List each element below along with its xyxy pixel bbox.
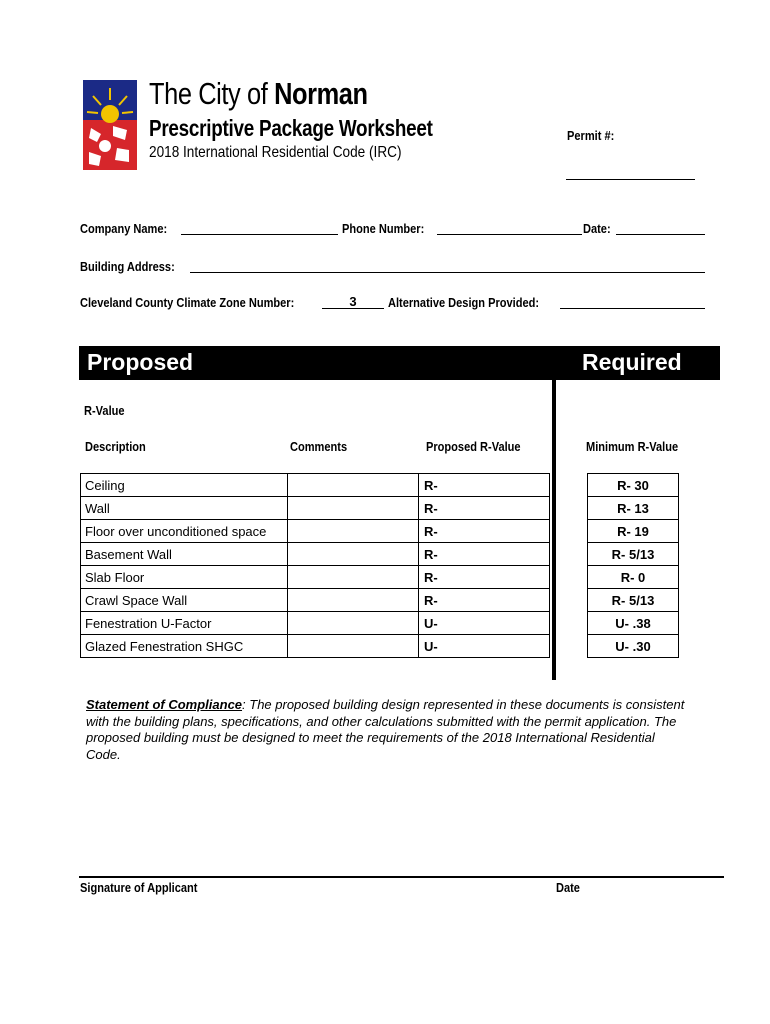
proposed-row [81,520,550,543]
statement-heading: Statement of Compliance [86,697,243,712]
row-proposed-value-field[interactable]: U- [419,612,550,635]
row-description: Crawl Space Wall [81,589,288,612]
row-description: Wall [81,497,288,520]
minimum-rvalue-heading: Minimum R-Value [586,439,679,454]
phone-number-field[interactable] [437,220,582,235]
alternative-design-label: Alternative Design Provided: [388,295,540,310]
row-comments-field[interactable] [288,543,419,566]
signature-label: Signature of Applicant [80,880,198,895]
phone-number-label: Phone Number: [342,221,425,236]
required-row [588,520,679,543]
row-proposed-value-field[interactable]: R- [419,474,550,497]
date-field[interactable] [616,220,705,235]
company-name-field[interactable] [181,220,338,235]
row-comments-field[interactable] [288,520,419,543]
required-heading: Required [582,349,682,375]
page-title: The City of Norman [149,76,368,111]
row-comments-field[interactable] [288,635,419,658]
alternative-design-field[interactable] [560,294,705,309]
column-divider [552,380,556,680]
row-minimum-value: U- .30 [588,635,679,658]
row-minimum-value: R- 0 [588,566,679,589]
row-minimum-value: R- 13 [588,497,679,520]
required-table [587,473,679,658]
row-comments-field[interactable] [288,612,419,635]
climate-zone-value[interactable]: 3 [322,294,384,309]
building-address-field[interactable] [190,258,705,273]
proposed-row [81,474,550,497]
row-proposed-value-field[interactable]: U- [419,635,550,658]
proposed-table [80,473,550,658]
row-description: Basement Wall [81,543,288,566]
row-description: Fenestration U-Factor [81,612,288,635]
required-row [588,543,679,566]
row-proposed-value-field[interactable]: R- [419,543,550,566]
required-row [588,474,679,497]
row-proposed-value-field[interactable]: R- [419,589,550,612]
row-comments-field[interactable] [288,566,419,589]
signature-date-label: Date [556,880,580,895]
city-of-norman-logo [83,80,137,170]
statement-text: : The proposed building design represented in these documents is consistent with the building plans, specifications, and other calculations submitted with the permit application. The proposed building must be designed to meet the requirements of the 2018 International Residential Code. [86,697,685,762]
row-minimum-value: R- 30 [588,474,679,497]
required-row [588,566,679,589]
proposed-row [81,497,550,520]
required-row [588,589,679,612]
climate-zone-label: Cleveland County Climate Zone Number: [80,295,295,310]
row-description: Ceiling [81,474,288,497]
comments-heading: Comments [290,439,348,454]
row-minimum-value: R- 19 [588,520,679,543]
required-row [588,497,679,520]
row-comments-field[interactable] [288,474,419,497]
row-proposed-value-field[interactable]: R- [419,497,550,520]
proposed-rvalue-heading: Proposed R-Value [426,439,521,454]
row-description: Glazed Fenestration SHGC [81,635,288,658]
proposed-row [81,543,550,566]
required-row [588,612,679,635]
permit-label: Permit #: [567,128,615,143]
building-address-label: Building Address: [80,259,175,274]
proposed-row [81,635,550,658]
required-row [588,635,679,658]
row-comments-field[interactable] [288,497,419,520]
row-minimum-value: R- 5/13 [588,589,679,612]
date-label: Date: [583,221,611,236]
code-reference: 2018 International Residential Code (IRC) [149,144,402,161]
row-minimum-value: U- .38 [588,612,679,635]
rvalue-heading: R-Value [84,403,125,418]
permit-number-field[interactable] [566,179,695,180]
row-proposed-value-field[interactable]: R- [419,566,550,589]
row-comments-field[interactable] [288,589,419,612]
worksheet-subtitle: Prescriptive Package Worksheet [149,115,433,141]
proposed-row [81,566,550,589]
description-heading: Description [85,439,146,454]
company-name-label: Company Name: [80,221,168,236]
row-proposed-value-field[interactable]: R- [419,520,550,543]
proposed-row [81,589,550,612]
row-minimum-value: R- 5/13 [588,543,679,566]
proposed-row [81,612,550,635]
proposed-heading: Proposed [87,349,194,375]
row-description: Slab Floor [81,566,288,589]
row-description: Floor over unconditioned space [81,520,288,543]
signature-line[interactable] [79,876,724,878]
statement-of-compliance [86,697,686,763]
